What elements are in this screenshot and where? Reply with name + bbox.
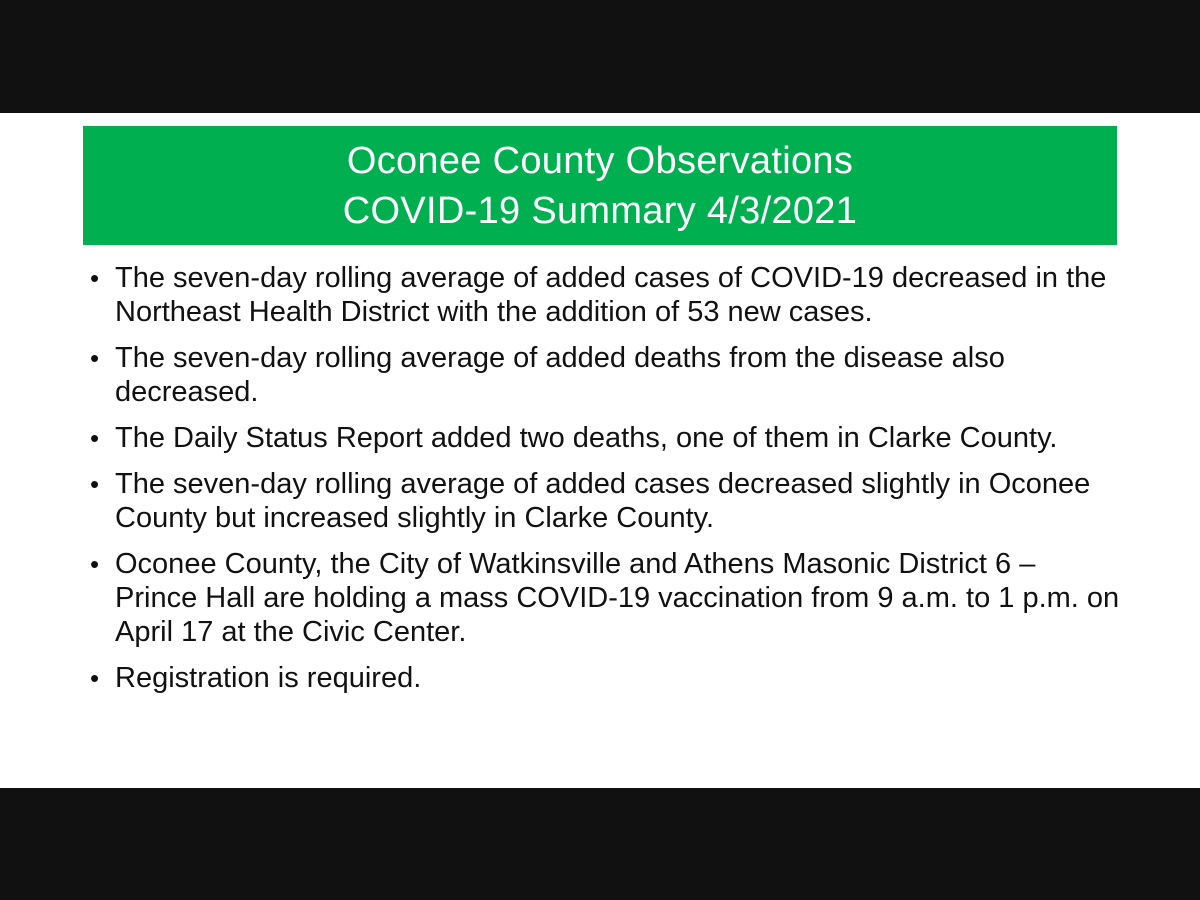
bullet-item xyxy=(90,341,1120,409)
bullet-item xyxy=(90,661,1120,695)
bullet-icon: • xyxy=(90,469,100,499)
bullet-text: Registration is required. xyxy=(115,662,422,694)
title-banner xyxy=(83,126,1117,245)
bullet-item xyxy=(90,261,1120,329)
bullet-item xyxy=(90,467,1120,535)
bullet-icon: • xyxy=(90,263,100,293)
bullet-icon: • xyxy=(90,423,100,453)
slide-title: Oconee County Observations xyxy=(346,139,854,182)
bullet-icon: • xyxy=(90,549,100,579)
bullet-text: The seven-day rolling average of added deaths from the disease also decreased. xyxy=(115,342,1005,408)
bullet-icon: • xyxy=(90,343,100,373)
bullet-item xyxy=(90,421,1120,455)
bullet-icon: • xyxy=(90,663,100,693)
bullet-text: Oconee County, the City of Watkinsville and Athens Masonic District 6 – Prince Hall are holding a mass COVID-19 vaccination from 9 a.m. to 1 p.m. on April 17 at the Civic Center. xyxy=(115,548,1120,648)
bullet-item xyxy=(90,547,1120,649)
bullet-text: The seven-day rolling average of added cases of COVID-19 decreased in the Northeast Health District with the addition of 53 new cases. xyxy=(115,262,1107,328)
slide-subtitle: COVID-19 Summary 4/3/2021 xyxy=(342,189,858,232)
bullet-list xyxy=(90,261,1120,707)
letterbox-top xyxy=(0,0,1200,113)
bullet-text: The Daily Status Report added two deaths, one of them in Clarke County. xyxy=(115,422,1058,454)
letterbox-bottom xyxy=(0,788,1200,900)
bullet-text: The seven-day rolling average of added cases decreased slightly in Oconee County but increased slightly in Clarke County. xyxy=(115,468,1091,534)
slide xyxy=(0,113,1200,788)
